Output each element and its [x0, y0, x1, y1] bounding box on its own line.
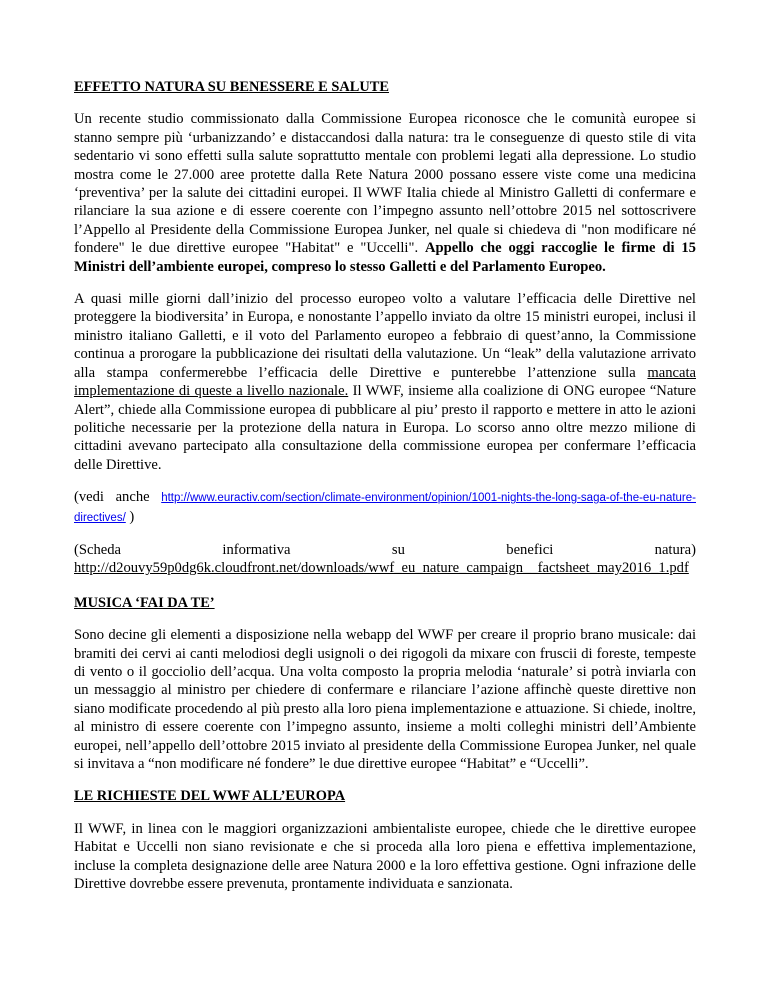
paragraph-studio [74, 110, 696, 276]
section-heading-musica: MUSICA ‘FAI DA TE’ [74, 594, 215, 611]
section-heading-effetto-natura: EFFETTO NATURA SU BENESSERE E SALUTE [74, 79, 389, 95]
paragraph-valutazione-text-b: Il WWF, insieme alla coalizione di ONG europee “Nature Alert”, chiede alla Commissione europea di pubblicare al piu’ presto il rapporto e mettere in atto le azioni politiche necessarie per la protezione della natura in Europa. Lo scorso anno oltre mezzo milione di cittadini avevano partecipato alla consultazione della commissione europea per confermare l’efficacia delle Direttive. [74, 383, 697, 473]
scheda-word-3: su [391, 541, 405, 558]
paragraph-valutazione [74, 290, 696, 474]
factsheet-link[interactable]: http://d2ouvy59p0dg6k.cloudfront.net/downloads/wwf_eu_nature_campaign__factsheet_may2016_1.pdf [74, 560, 689, 577]
paragraph-studio-text: Un recente studio commissionato dalla Commissione Europea riconosce che le comunità europee si stanno sempre più ‘urbanizzando’ e distaccandosi dalla natura: tra le conseguenze di questo stile di vita sedentario vi sono effetti sulla salute soprattutto mentale con problemi legati alla depressione. Lo studio mostra come le 27.000 aree protette dalla Rete Natura 2000 possano essere viste come una medicina ‘preventiva’ per la salute dei cittadini europei. Il WWF Italia chiede al Ministro Galletti di confermare e rilanciare la sua azione e di essere coerente con l’impegno assunto nell’ottobre 2015 nel sottoscrivere l’Appello al Presidente della Commissione Europea Junker, nel quale si chiedeva di "non modificare né fondere" le due direttive europee "Habitat" e "Uccelli". [74, 111, 696, 257]
scheda-word-4: benefici [506, 541, 554, 558]
reference-euractiv [74, 488, 696, 527]
scheda-informativa [74, 541, 696, 578]
document-page [74, 78, 696, 907]
paragraph-valutazione-text-a: A quasi mille giorni dall’inizio del processo europeo volto a valutare l’efficacia delle Direttive nel proteggere la biodiversita’ in Europa, e nonostante l’appello inviato da oltre 15 ministri europei, inclusi il ministro italiano Galletti, e il voto del Parlamento europeo a febbraio di quest’anno, la Commissione continua a prorogare la pubblicazione dei risultati della valutazione. Un “leak” della valutazione arrivato alla stampa confermerebbe l’efficacia delle Direttive e punterebbe l’attenzione sulla [74, 291, 696, 381]
reference-prefix: (vedi anche [74, 489, 162, 506]
scheda-word-5: natura) [654, 541, 696, 558]
paragraph-richieste: Il WWF, in linea con le maggiori organizzazioni ambientaliste europee, chiede che le direttive europee Habitat e Uccelli non siano revisionate e che si proceda alla loro piena e effettiva implementazione, incluse la completa designazione delle aree Natura 2000 e la loro effettiva gestione. Ogni infrazione delle Direttive dovrebbe essere prevenuta, prontamente individuata e sanzionata. [74, 820, 696, 893]
reference-suffix: ) [125, 508, 135, 525]
scheda-word-1: (Scheda [74, 541, 122, 558]
section-heading-richieste: LE RICHIESTE DEL WWF ALL’EUROPA [74, 788, 346, 805]
paragraph-studio-bold: Appello che oggi raccoglie le firme di 15 Ministri dell’ambiente europei, compreso lo stesso Galletti e del Parlamento Europeo. [74, 240, 696, 275]
paragraph-valutazione-underlined: mancata implementazione di queste a livello nazionale. [74, 364, 696, 400]
scheda-caption [74, 541, 696, 559]
scheda-word-2: informativa [222, 541, 291, 558]
paragraph-musica: Sono decine gli elementi a disposizione nella webapp del WWF per creare il proprio brano musicale: dai bramiti dei cervi ai canti melodiosi degli usignoli o dei rigogoli da mixare con fruscii di foreste, tempeste di vento o il gocciolio dell’acqua. Una volta composto la propria melodia ‘naturale’ si potrà inviarla con un messaggio al ministro per chiedere di confermare e rilanciare l’azione affinchè queste direttive non siano modificate procedendo al più presto alla loro piena implementazione e attuazione. Si chiede, inoltre, al ministro di essere coerente con l’impegno assunto, insieme a molti colleghi ministri dell’Ambiente europei, nell’appello dell’ottobre 2015 inviato al presidente della Commissione Europea Junker, nel quale si invitava a “non modificare né fondere” le due direttive europee “Habitat” e “Uccelli”. [74, 627, 696, 772]
euractiv-link[interactable]: http://www.euractiv.com/section/climate-environment/opinion/1001-nights-the-long-saga-of-the-eu-nature-directives/ [74, 492, 696, 524]
